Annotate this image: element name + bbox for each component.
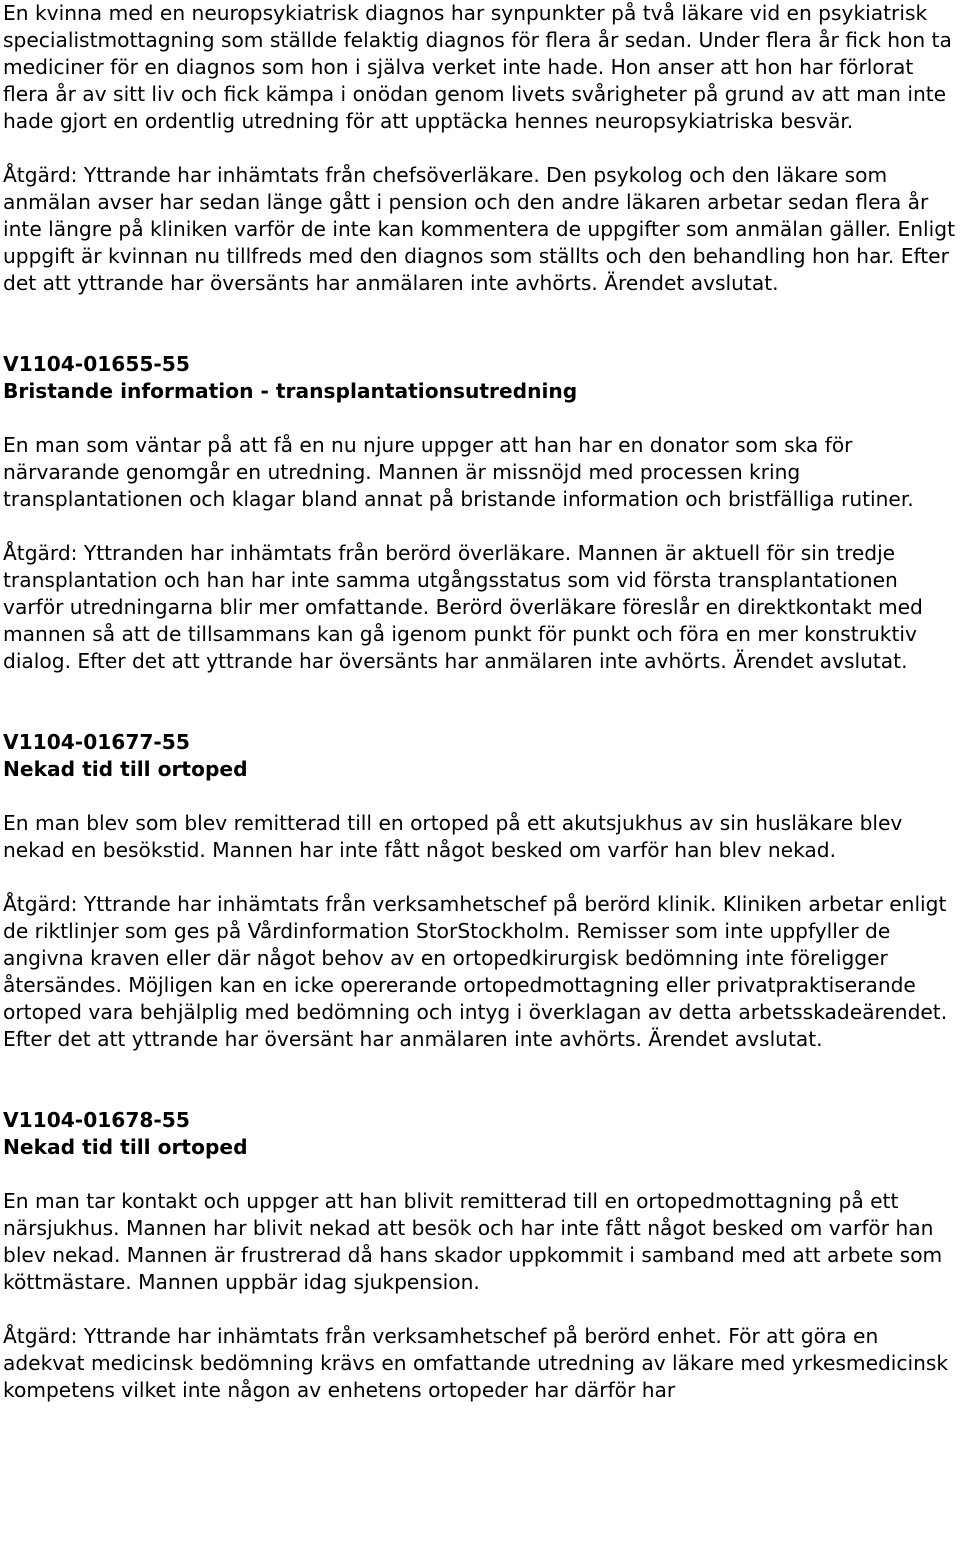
case-complaint-paragraph: En man som väntar på att få en nu njure uppger att han har en donator som ska för närvarande genomgår en utredning. Mannen är missnöjd med processen kring transplantationen och klagar bland annat på bristande information och bristfälliga rutiner. [3, 433, 914, 511]
intro-complaint-paragraph: En kvinna med en neuropsykiatrisk diagnos har synpunkter på två läkare vid en psykiatrisk specialistmottagning som ställde felaktig diagnos för flera år sedan. Under flera år fick hon ta mediciner för en diagnos som hon i själva verket inte hade. Hon anser att hon har förlorat flera år av sitt liv och fick kämpa i onödan genom livets svårigheter på grund av att man inte hade gjort en ordentlig utredning för att upptäcka hennes neuropsykiatriska besvär. [3, 1, 952, 133]
case-title: Bristande information - transplantationsutredning [3, 379, 578, 403]
case-section [3, 1107, 960, 1404]
case-id: V1104-01677-55 [3, 730, 190, 754]
case-id: V1104-01678-55 [3, 1108, 190, 1132]
intro-action-paragraph: Åtgärd: Yttrande har inhämtats från chefsöverläkare. Den psykolog och den läkare som anmälan avser har sedan länge gått i pension och den andre läkaren arbetar sedan flera år inte längre på kliniken varför de inte kan kommentera de uppgifter som anmälan gäller. Enligt uppgift är kvinnan nu tillfreds med den diagnos som ställts och den behandling hon har. Efter det att yttrande har översänts har anmälaren inte avhörts. Ärendet avslutat. [3, 163, 956, 295]
case-complaint-paragraph: En man tar kontakt och uppger att han blivit remitterad till en ortopedmottagning på ett närsjukhus. Mannen har blivit nekad att besök och har inte fått något besked om varför han blev nekad. Mannen är frustrerad då hans skador uppkommit i samband med att arbete som köttmästare. Mannen uppbär idag sjukpension. [3, 1189, 943, 1294]
section-spacer [3, 675, 960, 729]
case-action-paragraph: Åtgärd: Yttranden har inhämtats från berörd överläkare. Mannen är aktuell för sin tredje transplantation och han har inte samma utgångsstatus som vid första transplantationen varför utredningarna blir mer omfattande. Berörd överläkare föreslår en direktkontakt med mannen så att de tillsammans kan gå igenom punkt för punkt och föra en mer konstruktiv dialog. Efter det att yttrande har översänts har anmälaren inte avhörts. Ärendet avslutat. [3, 541, 923, 673]
case-action-paragraph: Åtgärd: Yttrande har inhämtats från verksamhetschef på berörd enhet. För att göra en adekvat medicinsk bedömning krävs en omfattande utredning av läkare med yrkesmedicinsk kompetens vilket inte någon av enhetens ortopeder har därför har [3, 1324, 949, 1402]
case-id: V1104-01655-55 [3, 352, 190, 376]
document-page [3, 0, 960, 1404]
case-action-paragraph: Åtgärd: Yttrande har inhämtats från verksamhetschef på berörd klinik. Kliniken arbetar enligt de riktlinjer som ges på Vårdinformation StorStockholm. Remisser som inte uppfyller de angivna kraven eller där något behov av en ortopedkirurgisk bedömning inte föreligger återsändes. Möjligen kan en icke opererande ortopedmottagning eller privatpraktiserande ortoped vara behjälplig med bedömning och intyg i överklagan av detta arbetsskadeärendet. Efter det att yttrande har översänt har anmälaren inte avhörts. Ärendet avslutat. [3, 892, 948, 1051]
case-section [3, 351, 960, 675]
case-title: Nekad tid till ortoped [3, 1135, 248, 1159]
case-section [3, 729, 960, 1053]
case-title: Nekad tid till ortoped [3, 757, 248, 781]
section-spacer [3, 297, 960, 351]
case-complaint-paragraph: En man blev som blev remitterad till en ortoped på ett akutsjukhus av sin husläkare blev nekad en besökstid. Mannen har inte fått något besked om varför han blev nekad. [3, 811, 903, 862]
section-spacer [3, 1053, 960, 1107]
